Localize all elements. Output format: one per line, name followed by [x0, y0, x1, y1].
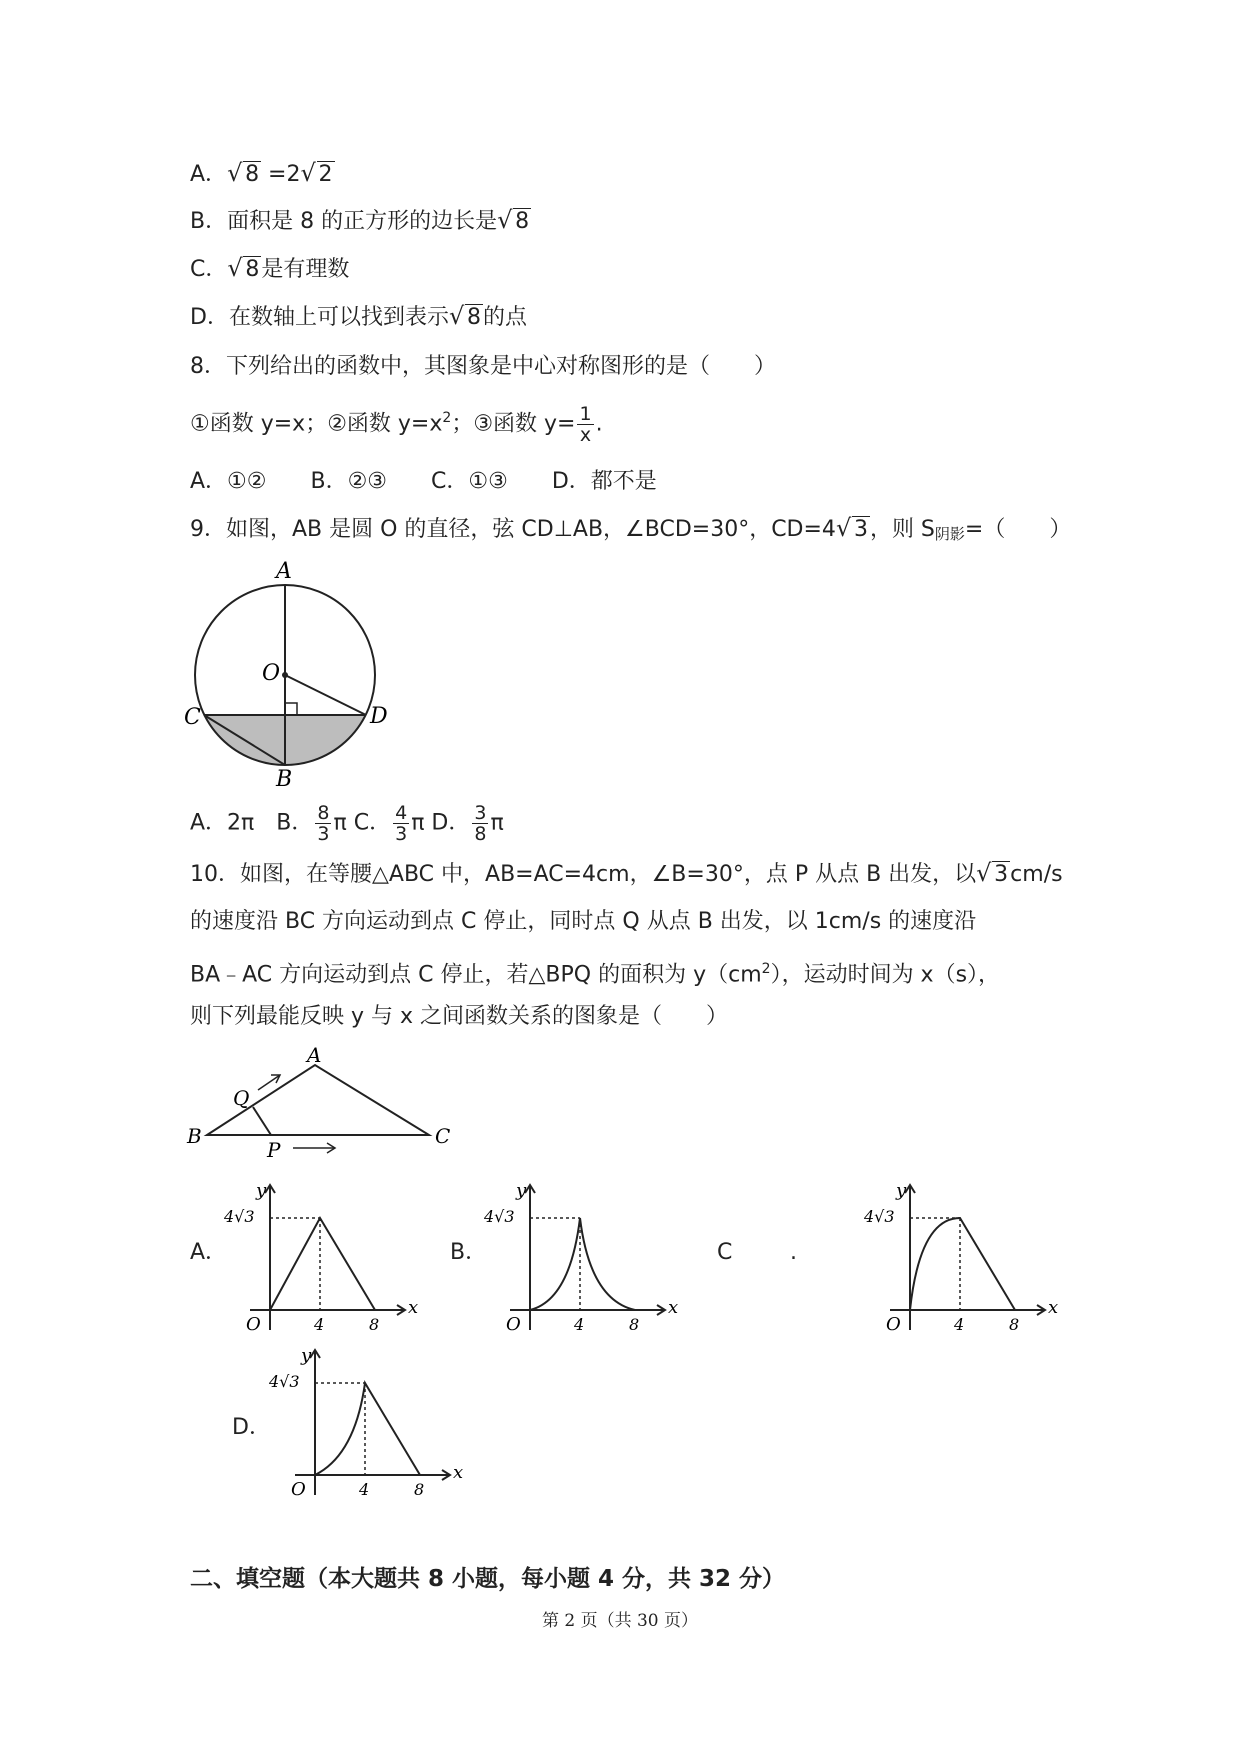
svg-text:4√3: 4√3 — [269, 1372, 300, 1391]
svg-text:x: x — [668, 1297, 679, 1318]
q10-line4: 则下列最能反映 y 与 x 之间函数关系的图象是（ ） — [190, 1004, 729, 1029]
q8-stem: 8．下列给出的函数中，其图象是中心对称图形的是（ ） — [190, 354, 776, 379]
curve-b — [530, 1218, 635, 1310]
svg-text:4: 4 — [359, 1480, 370, 1499]
q10-option-a-label: A． — [190, 1240, 228, 1265]
q10-graph-d — [255, 1345, 465, 1509]
label-c: C — [435, 1124, 451, 1148]
q8-functions: ①函数 y=x；②函数 $y=x^2$；③函数 y= $\frac{1}{x}$ . — [190, 402, 603, 446]
svg-text:4: 4 — [574, 1315, 585, 1334]
q9-stem: 9．如图，AB 是圆 O 的直径，弦 CD⊥AB，∠BCD=30°，CD=4√ 3，则 $S_{阴影}=$（ ） — [190, 515, 1071, 549]
svg-text:8: 8 — [414, 1480, 425, 1499]
label-o: O — [262, 661, 281, 686]
q10-line2: 的速度沿 BC 方向运动到点 C 停止，同时点 Q 从点 B 出发，以 1cm/s 的速度沿 — [190, 909, 977, 934]
q10-graph-a — [210, 1180, 420, 1344]
svg-text:4: 4 — [954, 1315, 965, 1334]
q7-option-a: A．√ 8 =2√ 2 — [190, 160, 335, 190]
svg-text:y: y — [301, 1345, 312, 1366]
q9-options: A．2π B． $\frac{8}{3}$ π C． $\frac{4}{3}$ π D． $\frac{3}{8}$ π — [190, 802, 504, 845]
section-2-heading: 二、填空题（本大题共 8 小题，每小题 4 分，共 32 分） — [190, 1566, 786, 1592]
q7-option-b: B．面积是 8 的正方形的边长是√ 8 — [190, 207, 531, 237]
q8-options: A．①② B．②③ C．①③ D．都不是 — [190, 469, 657, 494]
svg-text:y: y — [256, 1180, 267, 1201]
label-c: C — [184, 705, 201, 730]
svg-text:y: y — [896, 1180, 907, 1201]
curve-a — [270, 1218, 375, 1310]
svg-text:O: O — [246, 1314, 261, 1335]
q10-line3: BA﹣AC 方向运动到点 C 停止，若△BPQ 的面积为 $y(cm^2)$，运动时间为 x（s）， — [190, 961, 1001, 988]
label-a: A — [276, 559, 292, 584]
svg-text:4: 4 — [314, 1315, 325, 1334]
svg-text:y: y — [516, 1180, 527, 1201]
label-a: A — [307, 1045, 322, 1067]
svg-text:4√3: 4√3 — [864, 1207, 895, 1226]
label-q: Q — [233, 1086, 250, 1110]
segment-qp — [253, 1107, 271, 1135]
svg-text:8: 8 — [369, 1315, 380, 1334]
label-d: D — [370, 704, 388, 729]
label-b: B — [276, 767, 293, 788]
q9-circle-figure — [180, 558, 400, 792]
svg-text:4√3: 4√3 — [484, 1207, 515, 1226]
q10-option-d-label: D． — [232, 1415, 271, 1440]
svg-text:x: x — [1048, 1297, 1059, 1318]
curve-c — [910, 1218, 1015, 1310]
svg-text:x: x — [408, 1297, 419, 1318]
q10-graph-b — [470, 1180, 680, 1344]
svg-text:O: O — [886, 1314, 901, 1335]
q10-option-c-label: C — [717, 1240, 733, 1265]
q10-option-b-label: B． — [450, 1240, 488, 1265]
svg-text:O: O — [506, 1314, 521, 1335]
q7-option-c: C．√ 8是有理数 — [190, 255, 349, 285]
q7-option-d: D．在数轴上可以找到表示√ 8的点 — [190, 303, 527, 333]
curve-d — [315, 1383, 420, 1475]
label-b: B — [187, 1124, 202, 1148]
svg-text:x: x — [453, 1462, 464, 1483]
q10-option-c-dot: . — [790, 1240, 797, 1265]
svg-text:8: 8 — [629, 1315, 640, 1334]
svg-text:8: 8 — [1009, 1315, 1020, 1334]
q10-line1: 10．如图，在等腰△ABC 中，AB=AC=4cm，∠B=30°，点 P 从点 B 出发，以√ 3cm/s — [190, 860, 1063, 890]
q10-graph-c — [850, 1180, 1060, 1344]
label-p: P — [267, 1138, 281, 1160]
svg-text:O: O — [291, 1479, 306, 1500]
svg-text:4√3: 4√3 — [224, 1207, 255, 1226]
q10-triangle-figure — [185, 1045, 465, 1164]
right-angle-mark — [285, 703, 297, 715]
page-footer: 第 2 页（共 30 页） — [541, 1611, 699, 1631]
